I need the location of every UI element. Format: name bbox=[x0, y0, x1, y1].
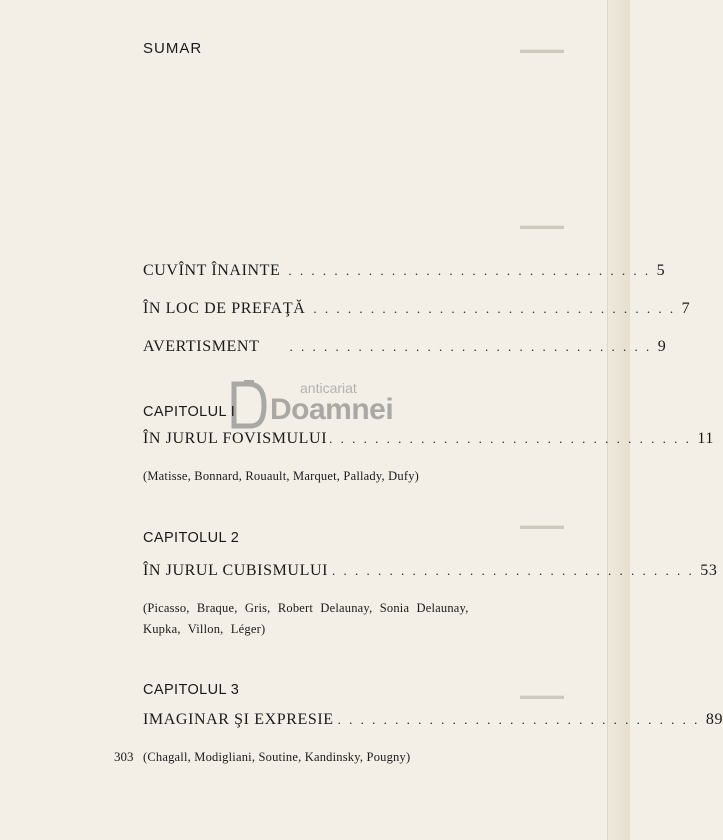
contents-heading: SUMAR bbox=[143, 40, 203, 57]
toc-entry[interactable] bbox=[143, 430, 715, 448]
toc-entry-page: 5 bbox=[656, 262, 666, 279]
leader-dots: . . . . . . . . . . . . . . . . . . . . . . . . . . . . . . . . bbox=[288, 263, 651, 278]
toc-entry-page: 7 bbox=[681, 300, 691, 317]
toc-entry-page: 53 bbox=[700, 562, 718, 579]
toc-entry[interactable] bbox=[143, 711, 723, 729]
toc-entry-title: ÎN JURUL CUBISMULUI bbox=[143, 562, 329, 579]
chapter-artists: (Chagall, Modigliani, Soutine, Kandinsky, Pougny) bbox=[143, 750, 411, 764]
chapter-artists: (Picasso, Braque, Gris, Robert Delaunay, Sonia Delaunay, Kupka, Villon, Léger) bbox=[143, 601, 469, 636]
toc-entry-title: CUVÎNT ÎNAINTE bbox=[143, 262, 281, 279]
watermark-small-text: anticariat bbox=[300, 380, 357, 396]
chapter-label: CAPITOLUL 3 bbox=[143, 682, 240, 698]
bleed-through-text: ▬▬▬▬ bbox=[520, 220, 564, 232]
toc-entry[interactable] bbox=[143, 338, 667, 356]
chapter-label: CAPITOLUL 2 bbox=[143, 530, 240, 546]
leader-dots: . . . . . . . . . . . . . . . . . . . . . . . . . . . . . . . . bbox=[313, 301, 676, 316]
leader-dots: . . . . . . . . . . . . . . . . . . . . . . . . . . . . . . . . bbox=[329, 431, 692, 446]
leader-dots: . . . . . . . . . . . . . . . . . . . . . . . . . . . . . . . . bbox=[332, 563, 695, 578]
toc-entry-page: 89 bbox=[705, 711, 723, 728]
toc-entry[interactable] bbox=[143, 300, 691, 318]
watermark-big-text: Doamnei bbox=[270, 393, 394, 426]
toc-entry[interactable] bbox=[143, 262, 666, 280]
toc-entry-page: 9 bbox=[657, 338, 667, 355]
leader-dots: . . . . . . . . . . . . . . . . . . . . . . . . . . . . . . . . bbox=[289, 339, 652, 354]
bookstore-logo-icon bbox=[232, 378, 266, 428]
bleed-through-text: ▬▬▬▬ bbox=[520, 44, 564, 56]
toc-entry-title: ÎN LOC DE PREFAŢĂ bbox=[143, 300, 306, 317]
chapter-label: CAPITOLUL I bbox=[143, 404, 236, 420]
bleed-through-text: ▬▬▬▬ bbox=[520, 690, 564, 702]
leader-dots: . . . . . . . . . . . . . . . . . . . . . . . . . . . . . . . . bbox=[337, 712, 700, 727]
watermark bbox=[232, 378, 393, 428]
page-number: 303 bbox=[114, 749, 134, 764]
toc-entry[interactable] bbox=[143, 562, 718, 580]
toc-entry-page: 11 bbox=[697, 430, 715, 447]
bleed-through-text: ▬▬▬▬ bbox=[520, 520, 564, 532]
toc-entry-title: AVERTISMENT bbox=[143, 338, 260, 355]
chapter-artists: (Matisse, Bonnard, Rouault, Marquet, Pallady, Dufy) bbox=[143, 469, 420, 483]
toc-entry-title: IMAGINAR ŞI EXPRESIE bbox=[143, 711, 334, 728]
toc-entry-title: ÎN JURUL FOVISMULUI bbox=[143, 430, 328, 447]
